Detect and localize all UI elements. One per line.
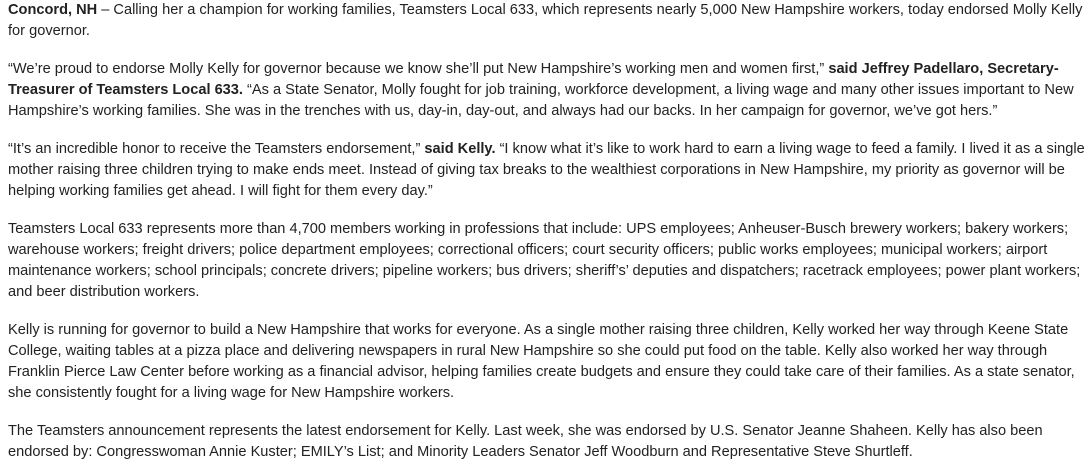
- kelly-attribution: said Kelly.: [424, 141, 496, 157]
- endorsements-paragraph: The Teamsters announcement represents the latest endorsement for Kelly. Last week, she was endorsed by U.S. Senator Jeanne Shaheen. Kelly has also been endorsed by: Congresswoman Annie Kuster; EMILY’s List; and Minority Leaders Senator Jeff Woodburn and Representative Steve Shurtleff.: [8, 423, 1043, 460]
- padellaro-quote-paragraph: [8, 59, 1086, 122]
- kelly-quote-continued: “I know what it’s like to work hard to earn a living wage to feed a family. I lived it as a single mother raising three children trying to make ends meet. Instead of giving tax breaks to the wealthiest corporations in New Hampshire, my priority as governor will be helping working families get ahead. I will fight for them every day.”: [8, 141, 1085, 199]
- membership-paragraph: Teamsters Local 633 represents more than 4,700 members working in professions that include: UPS employees; Anheuser-Busch brewery workers; bakery workers; warehouse workers; freight drivers; police department employees; correctional officers; court security officers; public works employees; municipal workers; airport maintenance workers; school principals; concrete drivers; pipeline workers; bus drivers; sheriff’s’ deputies and dispatchers; racetrack employees; power plant workers; and beer distribution workers.: [8, 221, 1081, 300]
- padellaro-attribution: said Jeffrey Padellaro, Secretary-Treasurer of Teamsters Local 633.: [8, 61, 1059, 98]
- kelly-quote-start: “It’s an incredible honor to receive the Teamsters endorsement,”: [8, 141, 425, 157]
- lede-paragraph: [8, 0, 1086, 42]
- kelly-quote-paragraph: [8, 139, 1086, 202]
- lede-text: – Calling her a champion for working families, Teamsters Local 633, which represents nearly 5,000 New Hampshire workers, today endorsed Molly Kelly for governor.: [8, 2, 1083, 39]
- padellaro-quote-continued: “As a State Senator, Molly fought for job training, workforce development, a living wage and many other issues important to New Hampshire’s working families. She was in the trenches with us, day-in, day-out, and always had our backs. In her campaign for governor, we’ve got hers.”: [8, 82, 1074, 119]
- biography-paragraph: Kelly is running for governor to build a New Hampshire that works for everyone. As a single mother raising three children, Kelly worked her way through Keene State College, waiting tables at a pizza place and delivering newspapers in rural New Hampshire so she could put food on the table. Kelly also worked her way through Franklin Pierce Law Center before working as a financial advisor, helping families create budgets and ensure they could take care of their families. As a state senator, she consistently fought for a living wage for New Hampshire workers.: [8, 322, 1075, 401]
- dateline: Concord, NH: [8, 2, 98, 18]
- padellaro-quote-start: “We’re proud to endorse Molly Kelly for governor because we know she’ll put New Hampshire’s working men and women first,”: [8, 61, 829, 77]
